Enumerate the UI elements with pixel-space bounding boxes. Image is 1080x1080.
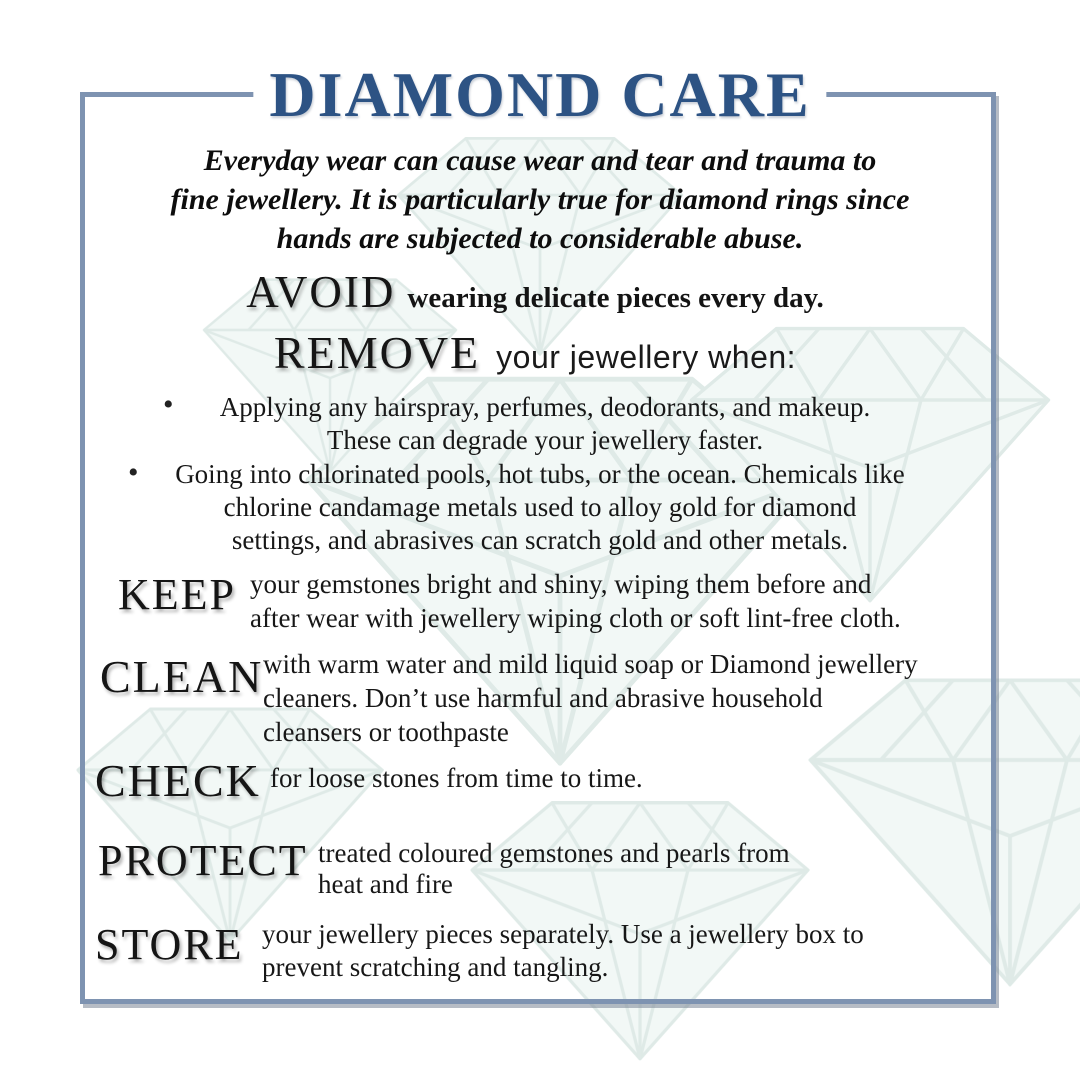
check-label: CHECK [95,755,261,806]
check-text [270,762,970,795]
bullet-icon: • [163,388,174,421]
remove-label: REMOVE [273,327,481,378]
remove-text: your jewellery when: [496,339,797,375]
bullet-line: chlorine candamage metals used to alloy gold for diamond [223,492,857,522]
protect-text [318,838,898,900]
bullet-line: Going into chlorinated pools, hot tubs, or the ocean. Chemicals like [175,459,905,489]
avoid-label: AVOID [246,267,396,317]
protect-line: heat and fire [318,869,453,899]
intro-paragraph [95,141,985,258]
remove-section [85,326,985,379]
clean-text [263,647,993,749]
keep-text [250,567,975,635]
clean-line: cleansers or toothpaste [263,717,509,747]
bullet-line: These can degrade your jewellery faster. [326,425,764,455]
bullet-icon: • [128,456,139,489]
avoid-text: wearing delicate pieces every day. [407,282,824,314]
keep-line: your gemstones bright and shiny, wiping them before and [250,569,872,599]
bullet-item-hairspray [140,391,950,457]
bullet-item-pools [105,458,975,557]
avoid-section [85,266,985,318]
intro-line: hands are subjected to considerable abuse. [276,222,804,255]
protect-label: PROTECT [98,836,308,885]
store-text [262,918,952,984]
keep-line: after wear with jewellery wiping cloth or soft lint-free cloth. [250,603,901,633]
store-line: your jewellery pieces separately. Use a jewellery box to [262,919,864,949]
store-line: prevent scratching and tangling. [262,952,609,982]
clean-label: CLEAN [100,651,264,702]
clean-line: cleaners. Don’t use harmful and abrasive household [263,683,823,713]
protect-line: treated coloured gemstones and pearls from [318,838,790,868]
clean-line: with warm water and mild liquid soap or Diamond jewellery [263,649,918,679]
check-line: for loose stones from time to time. [270,763,643,793]
page-title: DIAMOND CARE [253,58,826,132]
bullet-line: Applying any hairspray, perfumes, deodorants, and makeup. [219,392,871,422]
intro-line: fine jewellery. It is particularly true for diamond rings since [170,183,910,216]
keep-label: KEEP [118,570,236,619]
intro-line: Everyday wear can cause wear and tear and trauma to [203,144,877,177]
store-label: STORE [95,920,244,969]
bullet-line: settings, and abrasives can scratch gold and other metals. [231,525,849,555]
